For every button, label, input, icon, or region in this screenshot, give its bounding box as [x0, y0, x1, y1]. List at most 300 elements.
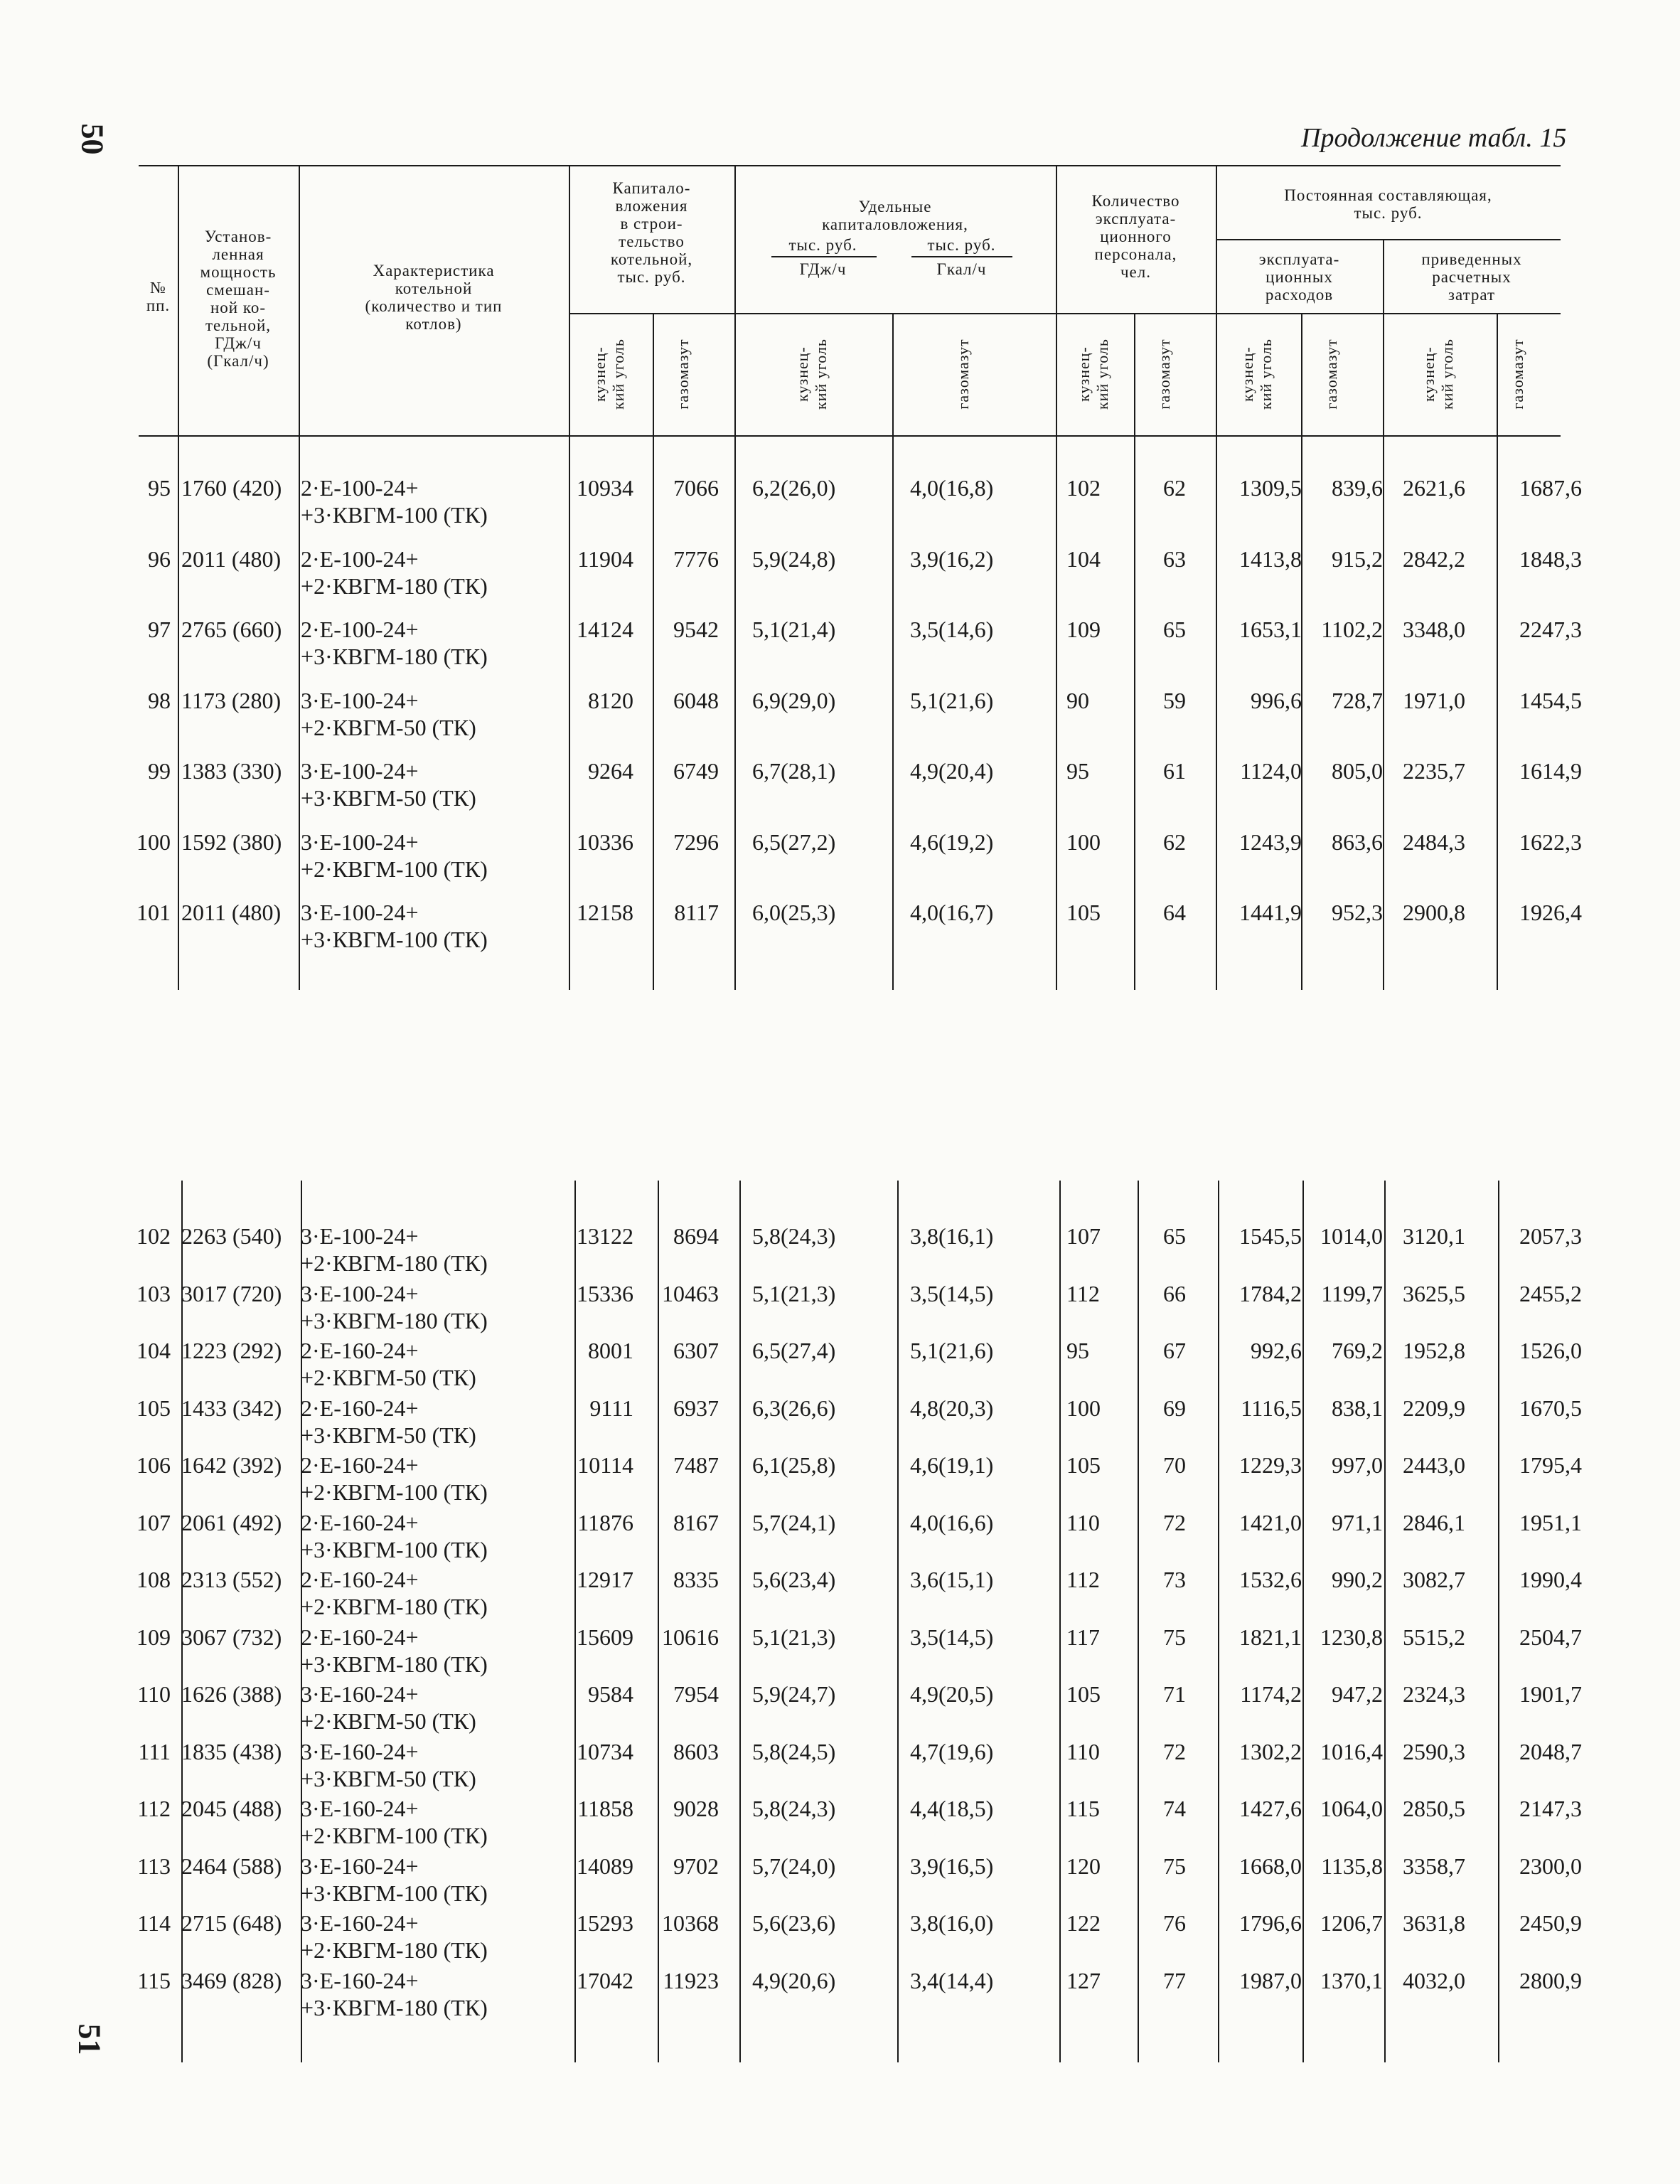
row-capital-gas: 7776: [673, 545, 719, 572]
row-characteristic-line2: +2·КВГМ-180 (ТК): [301, 1594, 488, 1619]
row-capital-gas: 6937: [673, 1395, 719, 1421]
header-vline-6: [892, 313, 894, 435]
row-characteristic-line1: 2·Е-100-24+: [301, 545, 419, 572]
row-specific-gas: 4,8(20,3): [910, 1395, 994, 1421]
row-specific-gas: 3,6(15,1): [910, 1567, 994, 1592]
row-power: 2765 (660): [181, 617, 282, 642]
row-operating-gas: 915,2: [1332, 545, 1383, 572]
row-power: 1433 (342): [181, 1395, 282, 1421]
row-capital-coal: 9584: [588, 1681, 633, 1707]
row-operating-coal: 1668,0: [1239, 1853, 1302, 1879]
row-specific-gas: 3,4(14,4): [910, 1967, 994, 1993]
row-specific-coal: 6,1(25,8): [752, 1452, 836, 1478]
row-specific-coal: 5,1(21,3): [752, 1280, 836, 1306]
row-calculated-coal: 3631,8: [1403, 1910, 1465, 1936]
page-number-bottom: 51: [72, 2023, 107, 2055]
table-row: [0, 1853, 1680, 1917]
row-staff-gas: 70: [1163, 1452, 1186, 1478]
row-number: 109: [137, 1624, 171, 1650]
row-operating-gas: 805,0: [1332, 758, 1383, 784]
row-calculated-gas: 2450,9: [1519, 1910, 1582, 1936]
row-number: 105: [137, 1395, 171, 1421]
row-specific-coal: 5,8(24,3): [752, 1223, 836, 1249]
row-number: 107: [137, 1509, 171, 1535]
row-capital-gas: 10463: [662, 1280, 719, 1306]
row-specific-coal: 5,1(21,4): [752, 617, 836, 642]
row-operating-gas: 997,0: [1332, 1452, 1383, 1478]
row-capital-coal: 9264: [588, 758, 633, 784]
row-specific-gas: 4,0(16,8): [910, 475, 994, 501]
header-sub-rule: [569, 313, 1561, 314]
row-power: 1173 (280): [181, 687, 282, 713]
row-operating-gas: 1135,8: [1321, 1853, 1383, 1879]
table-row: [0, 1968, 1680, 2032]
row-capital-coal: 10934: [577, 475, 633, 501]
header-power: Установ- ленная мощность смешан- ной ко- тельной, ГДж/ч (Гкал/ч): [200, 228, 277, 370]
row-calculated-gas: 1951,1: [1519, 1509, 1582, 1535]
table-row: [0, 688, 1680, 752]
row-operating-gas: 990,2: [1332, 1567, 1383, 1592]
row-operating-coal: 1174,2: [1240, 1681, 1302, 1707]
row-characteristic-line1: 2·Е-160-24+: [301, 1395, 419, 1421]
row-staff-coal: 122: [1066, 1910, 1101, 1936]
row-characteristic-line1: 2·Е-160-24+: [301, 1624, 419, 1650]
header-specific-unit-a: тыс. руб.: [788, 236, 857, 254]
row-operating-gas: 728,7: [1332, 687, 1383, 713]
row-calculated-coal: 3082,7: [1403, 1567, 1465, 1592]
row-operating-gas: 947,2: [1332, 1681, 1383, 1707]
row-power: 2313 (552): [181, 1567, 282, 1592]
row-staff-gas: 69: [1163, 1395, 1186, 1421]
row-staff-coal: 109: [1066, 617, 1101, 642]
row-staff-gas: 73: [1163, 1567, 1186, 1592]
row-capital-gas: 9542: [673, 617, 719, 642]
row-operating-coal: 1796,6: [1239, 1910, 1302, 1936]
row-capital-gas: 6749: [673, 758, 719, 784]
table-row: [0, 1739, 1680, 1803]
row-calculated-coal: 2621,6: [1403, 475, 1465, 501]
row-characteristic-line1: 3·Е-100-24+: [301, 900, 419, 925]
row-power: 1223 (292): [181, 1338, 282, 1363]
row-staff-coal: 100: [1066, 829, 1101, 855]
row-operating-gas: 1370,1: [1320, 1967, 1383, 1993]
row-staff-gas: 75: [1163, 1624, 1186, 1650]
row-characteristic-line2: +2·КВГМ-180 (ТК): [301, 1250, 488, 1276]
row-capital-gas: 9702: [673, 1853, 719, 1879]
row-staff-gas: 76: [1163, 1910, 1186, 1936]
row-calculated-gas: 2247,3: [1519, 617, 1582, 642]
row-staff-coal: 95: [1066, 1338, 1089, 1363]
row-capital-coal: 11858: [577, 1796, 633, 1821]
row-specific-coal: 6,5(27,2): [752, 829, 836, 855]
row-number: 113: [137, 1853, 171, 1879]
row-staff-coal: 105: [1066, 900, 1101, 925]
row-operating-coal: 1784,2: [1239, 1280, 1302, 1306]
row-specific-gas: 3,8(16,0): [910, 1910, 994, 1936]
row-calculated-coal: 2900,8: [1403, 900, 1465, 925]
row-characteristic-line2: +2·КВГМ-50 (ТК): [301, 1708, 476, 1734]
row-operating-coal: 1441,9: [1239, 900, 1302, 925]
row-operating-coal: 1124,0: [1240, 758, 1302, 784]
table-row: [0, 1681, 1680, 1745]
header-specific-unit-a-den: ГДж/ч: [799, 260, 847, 278]
row-characteristic-line2: +3·КВГМ-50 (ТК): [301, 1765, 476, 1791]
row-capital-gas: 7954: [673, 1681, 719, 1707]
row-number: 96: [148, 545, 171, 572]
subheader-capital-gas: газомазут: [674, 339, 692, 410]
row-operating-coal: 1427,6: [1239, 1796, 1302, 1821]
row-number: 99: [148, 758, 171, 784]
row-calculated-coal: 2590,3: [1403, 1738, 1465, 1764]
row-specific-coal: 5,7(24,1): [752, 1509, 836, 1535]
row-characteristic-line2: +2·КВГМ-50 (ТК): [301, 1365, 476, 1390]
row-power: 1760 (420): [181, 475, 282, 501]
subheader-calculated-gas: газомазут: [1509, 339, 1526, 410]
row-specific-coal: 5,8(24,5): [752, 1738, 836, 1764]
table-row: [0, 829, 1680, 893]
table-row: [0, 1452, 1680, 1516]
row-power: 2464 (588): [181, 1853, 282, 1879]
row-specific-gas: 4,6(19,2): [910, 829, 994, 855]
row-specific-gas: 3,8(16,1): [910, 1223, 994, 1249]
row-characteristic-line2: +3·КВГМ-50 (ТК): [301, 785, 476, 811]
header-fraction-b: [911, 256, 1012, 257]
row-calculated-gas: 2504,7: [1519, 1624, 1582, 1650]
row-staff-coal: 107: [1066, 1223, 1101, 1249]
row-staff-gas: 67: [1163, 1338, 1186, 1363]
row-capital-coal: 12158: [577, 900, 633, 925]
row-characteristic-line1: 3·Е-100-24+: [301, 758, 419, 784]
row-specific-gas: 5,1(21,6): [910, 687, 994, 713]
row-characteristic-line1: 3·Е-100-24+: [301, 1223, 419, 1249]
subheader-specific-gas: газомазут: [954, 339, 972, 410]
row-power: 2011 (480): [181, 900, 282, 925]
row-calculated-coal: 2235,7: [1403, 758, 1465, 784]
row-operating-coal: 1653,1: [1239, 617, 1302, 642]
subheader-operating-coal: кузнец- кий уголь: [1238, 339, 1275, 410]
row-specific-coal: 5,9(24,7): [752, 1681, 836, 1707]
row-characteristic-line1: 2·Е-160-24+: [301, 1452, 419, 1478]
subheader-staff-coal: кузнец- кий уголь: [1075, 339, 1111, 410]
row-operating-coal: 1243,9: [1239, 829, 1302, 855]
row-specific-gas: 5,1(21,6): [910, 1338, 994, 1363]
row-characteristic-line1: 3·Е-100-24+: [301, 829, 419, 855]
header-specific-unit-b: тыс. руб.: [927, 236, 996, 254]
row-characteristic-line2: +2·КВГМ-100 (ТК): [301, 1479, 488, 1505]
table-row: [0, 546, 1680, 610]
row-capital-gas: 11923: [663, 1967, 719, 1993]
row-capital-gas: 7487: [673, 1452, 719, 1478]
row-calculated-coal: 2850,5: [1403, 1796, 1465, 1821]
row-staff-gas: 77: [1163, 1967, 1186, 1993]
row-staff-coal: 104: [1066, 545, 1101, 572]
row-calculated-gas: 1926,4: [1519, 900, 1582, 925]
row-calculated-coal: 2842,2: [1403, 545, 1465, 572]
row-staff-coal: 105: [1066, 1681, 1101, 1707]
row-specific-gas: 3,5(14,5): [910, 1280, 994, 1306]
row-staff-gas: 64: [1163, 900, 1186, 925]
table-row: [0, 1281, 1680, 1345]
row-specific-gas: 3,5(14,5): [910, 1624, 994, 1650]
table-row: [0, 1338, 1680, 1402]
row-characteristic-line2: +2·КВГМ-180 (ТК): [301, 1937, 488, 1963]
row-number: 110: [137, 1681, 171, 1707]
row-operating-coal: 1532,6: [1239, 1567, 1302, 1592]
row-specific-gas: 3,9(16,2): [910, 545, 994, 572]
row-staff-gas: 75: [1163, 1853, 1186, 1879]
table-row: [0, 1510, 1680, 1574]
row-calculated-coal: 3120,1: [1403, 1223, 1465, 1249]
row-operating-coal: 1116,5: [1241, 1395, 1302, 1421]
subheader-specific-coal: кузнец- кий уголь: [793, 339, 830, 410]
row-number: 101: [137, 900, 171, 925]
row-power: 2263 (540): [181, 1223, 282, 1249]
row-staff-gas: 61: [1163, 758, 1186, 784]
row-staff-coal: 110: [1066, 1509, 1100, 1535]
row-operating-gas: 1102,2: [1321, 617, 1383, 642]
row-characteristic-line1: 3·Е-160-24+: [301, 1738, 419, 1764]
row-staff-coal: 120: [1066, 1853, 1101, 1879]
row-operating-gas: 1064,0: [1320, 1796, 1383, 1821]
row-operating-coal: 1413,8: [1239, 545, 1302, 572]
row-capital-coal: 13122: [577, 1223, 633, 1249]
row-specific-coal: 5,6(23,6): [752, 1910, 836, 1936]
row-characteristic-line1: 2·Е-160-24+: [301, 1338, 419, 1363]
row-capital-coal: 10114: [577, 1452, 633, 1478]
row-specific-coal: 6,9(29,0): [752, 687, 836, 713]
row-operating-gas: 769,2: [1332, 1338, 1383, 1363]
row-capital-coal: 15336: [577, 1280, 633, 1306]
row-capital-gas: 10368: [662, 1910, 719, 1936]
row-calculated-coal: 1952,8: [1403, 1338, 1465, 1363]
row-power: 2045 (488): [181, 1796, 282, 1821]
row-operating-gas: 971,1: [1332, 1509, 1383, 1535]
row-calculated-coal: 4032,0: [1403, 1967, 1465, 1993]
row-characteristic-line2: +3·КВГМ-180 (ТК): [301, 644, 488, 669]
row-staff-coal: 90: [1066, 687, 1089, 713]
row-number: 111: [138, 1738, 171, 1764]
row-staff-gas: 62: [1163, 475, 1186, 501]
row-capital-coal: 15609: [577, 1624, 633, 1650]
row-characteristic-line2: +3·КВГМ-50 (ТК): [301, 1422, 476, 1448]
table-row: [0, 1567, 1680, 1631]
row-staff-gas: 59: [1163, 687, 1186, 713]
row-operating-coal: 1821,1: [1239, 1624, 1302, 1650]
row-capital-gas: 8335: [673, 1567, 719, 1592]
header-vline-12: [1497, 313, 1498, 435]
row-specific-gas: 4,0(16,7): [910, 900, 994, 925]
row-staff-gas: 62: [1163, 829, 1186, 855]
row-capital-coal: 17042: [577, 1967, 633, 1993]
header-vline-10: [1301, 313, 1302, 435]
row-operating-gas: 838,1: [1332, 1395, 1383, 1421]
row-specific-coal: 4,9(20,6): [752, 1967, 836, 1993]
row-operating-coal: 1987,0: [1239, 1967, 1302, 1993]
table-row: [0, 617, 1680, 681]
row-capital-gas: 6307: [673, 1338, 719, 1363]
row-operating-coal: 1545,5: [1239, 1223, 1302, 1249]
row-staff-coal: 117: [1066, 1624, 1100, 1650]
row-staff-coal: 105: [1066, 1452, 1101, 1478]
header-calculated: приведенных расчетных затрат: [1421, 250, 1522, 304]
row-capital-gas: 6048: [673, 687, 719, 713]
row-number: 103: [137, 1280, 171, 1306]
row-specific-coal: 5,1(21,3): [752, 1624, 836, 1650]
row-operating-gas: 863,6: [1332, 829, 1383, 855]
row-specific-coal: 5,8(24,3): [752, 1796, 836, 1821]
table-row: [0, 475, 1680, 539]
row-capital-gas: 8117: [674, 900, 719, 925]
row-staff-coal: 102: [1066, 475, 1101, 501]
row-calculated-coal: 3348,0: [1403, 617, 1465, 642]
row-specific-coal: 6,0(25,3): [752, 900, 836, 925]
row-number: 108: [137, 1567, 171, 1592]
row-power: 1626 (388): [181, 1681, 282, 1707]
row-calculated-gas: 1990,4: [1519, 1567, 1582, 1592]
row-calculated-gas: 1454,5: [1519, 687, 1582, 713]
row-characteristic-line2: +3·КВГМ-180 (ТК): [301, 1651, 488, 1677]
row-staff-gas: 65: [1163, 617, 1186, 642]
row-staff-gas: 65: [1163, 1223, 1186, 1249]
row-staff-coal: 110: [1066, 1738, 1100, 1764]
row-characteristic-line1: 3·Е-160-24+: [301, 1681, 419, 1707]
row-calculated-coal: 2209,9: [1403, 1395, 1465, 1421]
header-capital: Капитало- вложения в строи- тельство котельной, тыс. руб.: [610, 179, 693, 286]
header-constant-rule: [1216, 239, 1561, 240]
header-characteristic: Характеристика котельной (количество и тип котлов): [365, 262, 503, 333]
row-characteristic-line1: 3·Е-160-24+: [301, 1853, 419, 1879]
row-number: 95: [148, 475, 171, 501]
row-specific-coal: 5,9(24,8): [752, 545, 836, 572]
table-row: [0, 1624, 1680, 1688]
row-power: 2061 (492): [181, 1509, 282, 1535]
header-num: № пп.: [146, 279, 171, 314]
row-staff-gas: 72: [1163, 1509, 1186, 1535]
table-row: [0, 1223, 1680, 1287]
row-operating-gas: 1199,7: [1321, 1280, 1383, 1306]
row-operating-gas: 1206,7: [1320, 1910, 1383, 1936]
header-fraction-a: [771, 256, 877, 257]
row-capital-gas: 7066: [673, 475, 719, 501]
row-calculated-coal: 1971,0: [1403, 687, 1465, 713]
subheader-staff-gas: газомазут: [1155, 339, 1173, 410]
subheader-calculated-coal: кузнец- кий уголь: [1420, 339, 1456, 410]
row-calculated-coal: 5515,2: [1403, 1624, 1465, 1650]
row-operating-gas: 1014,0: [1320, 1223, 1383, 1249]
row-characteristic-line2: +3·КВГМ-180 (ТК): [301, 1307, 488, 1333]
row-operating-gas: 1230,8: [1320, 1624, 1383, 1650]
row-capital-gas: 8167: [673, 1509, 719, 1535]
row-specific-gas: 4,4(18,5): [910, 1796, 994, 1821]
row-calculated-gas: 1670,5: [1519, 1395, 1582, 1421]
row-power: 2011 (480): [181, 545, 282, 572]
table-row: [0, 1910, 1680, 1974]
row-staff-coal: 95: [1066, 758, 1089, 784]
row-staff-gas: 63: [1163, 545, 1186, 572]
row-characteristic-line1: 3·Е-160-24+: [301, 1910, 419, 1936]
row-specific-coal: 6,2(26,0): [752, 475, 836, 501]
row-characteristic-line1: 3·Е-160-24+: [301, 1796, 419, 1821]
header-top-rule: [139, 165, 1561, 166]
row-power: 2715 (648): [181, 1910, 282, 1936]
row-capital-gas: 10616: [662, 1624, 719, 1650]
row-capital-coal: 14124: [577, 617, 633, 642]
table-caption: Продолжение табл. 15: [1301, 123, 1567, 153]
row-staff-coal: 112: [1066, 1567, 1100, 1592]
row-specific-coal: 5,7(24,0): [752, 1853, 836, 1879]
row-characteristic-line1: 3·Е-100-24+: [301, 687, 419, 713]
row-specific-gas: 4,9(20,4): [910, 758, 994, 784]
row-calculated-gas: 2300,0: [1519, 1853, 1582, 1879]
row-characteristic-line1: 2·Е-160-24+: [301, 1567, 419, 1592]
row-characteristic-line2: +3·КВГМ-100 (ТК): [301, 1536, 488, 1562]
row-staff-coal: 115: [1066, 1796, 1100, 1821]
row-calculated-coal: 3625,5: [1403, 1280, 1465, 1306]
row-power: 1592 (380): [181, 829, 282, 855]
row-number: 104: [137, 1338, 171, 1363]
row-capital-coal: 9111: [589, 1395, 633, 1421]
row-characteristic-line2: +3·КВГМ-180 (ТК): [301, 1994, 488, 2020]
row-capital-coal: 11876: [577, 1509, 633, 1535]
row-calculated-gas: 1622,3: [1519, 829, 1582, 855]
row-specific-gas: 4,7(19,6): [910, 1738, 994, 1764]
row-operating-gas: 952,3: [1332, 900, 1383, 925]
row-power: 1383 (330): [181, 758, 282, 784]
row-number: 115: [137, 1967, 171, 1993]
header-vline-8: [1134, 313, 1135, 435]
row-characteristic-line1: 3·Е-100-24+: [301, 1280, 419, 1306]
row-number: 97: [148, 617, 171, 642]
row-number: 106: [137, 1452, 171, 1478]
row-characteristic-line2: +3·КВГМ-100 (ТК): [301, 927, 488, 952]
table-row: [0, 900, 1680, 964]
row-staff-gas: 66: [1163, 1280, 1186, 1306]
row-capital-coal: 10734: [577, 1738, 633, 1764]
row-staff-coal: 112: [1066, 1280, 1100, 1306]
row-operating-coal: 996,6: [1251, 687, 1302, 713]
row-characteristic-line2: +2·КВГМ-100 (ТК): [301, 856, 488, 882]
row-characteristic-line2: +3·КВГМ-100 (ТК): [301, 1880, 488, 1906]
row-calculated-gas: 2048,7: [1519, 1738, 1582, 1764]
row-calculated-coal: 2443,0: [1403, 1452, 1465, 1478]
row-operating-coal: 992,6: [1251, 1338, 1302, 1363]
row-power: 3067 (732): [181, 1624, 282, 1650]
header-constant: Постоянная составляющая, тыс. руб.: [1284, 186, 1492, 222]
row-number: 102: [137, 1223, 171, 1249]
row-characteristic-line2: +2·КВГМ-180 (ТК): [301, 572, 488, 599]
row-operating-coal: 1421,0: [1239, 1509, 1302, 1535]
row-capital-gas: 8694: [673, 1223, 719, 1249]
row-characteristic-line2: +3·КВГМ-100 (ТК): [301, 502, 488, 528]
row-capital-coal: 8120: [588, 687, 633, 713]
header-bottom-rule: [139, 435, 1561, 437]
row-capital-coal: 14089: [577, 1853, 633, 1879]
row-number: 114: [137, 1910, 171, 1936]
row-specific-gas: 4,0(16,6): [910, 1509, 994, 1535]
row-calculated-gas: 1687,6: [1519, 475, 1582, 501]
row-calculated-gas: 1901,7: [1519, 1681, 1582, 1707]
row-operating-coal: 1302,2: [1239, 1738, 1302, 1764]
subheader-operating-gas: газомазут: [1322, 339, 1340, 410]
row-power: 3017 (720): [181, 1280, 282, 1306]
row-number: 100: [137, 829, 171, 855]
row-staff-gas: 71: [1163, 1681, 1186, 1707]
row-characteristic-line2: +2·КВГМ-50 (ТК): [301, 714, 476, 740]
row-capital-coal: 10336: [577, 829, 633, 855]
row-staff-gas: 72: [1163, 1738, 1186, 1764]
row-specific-coal: 6,5(27,4): [752, 1338, 836, 1363]
header-specific-title: Удельные капиталовложения,: [822, 198, 968, 233]
